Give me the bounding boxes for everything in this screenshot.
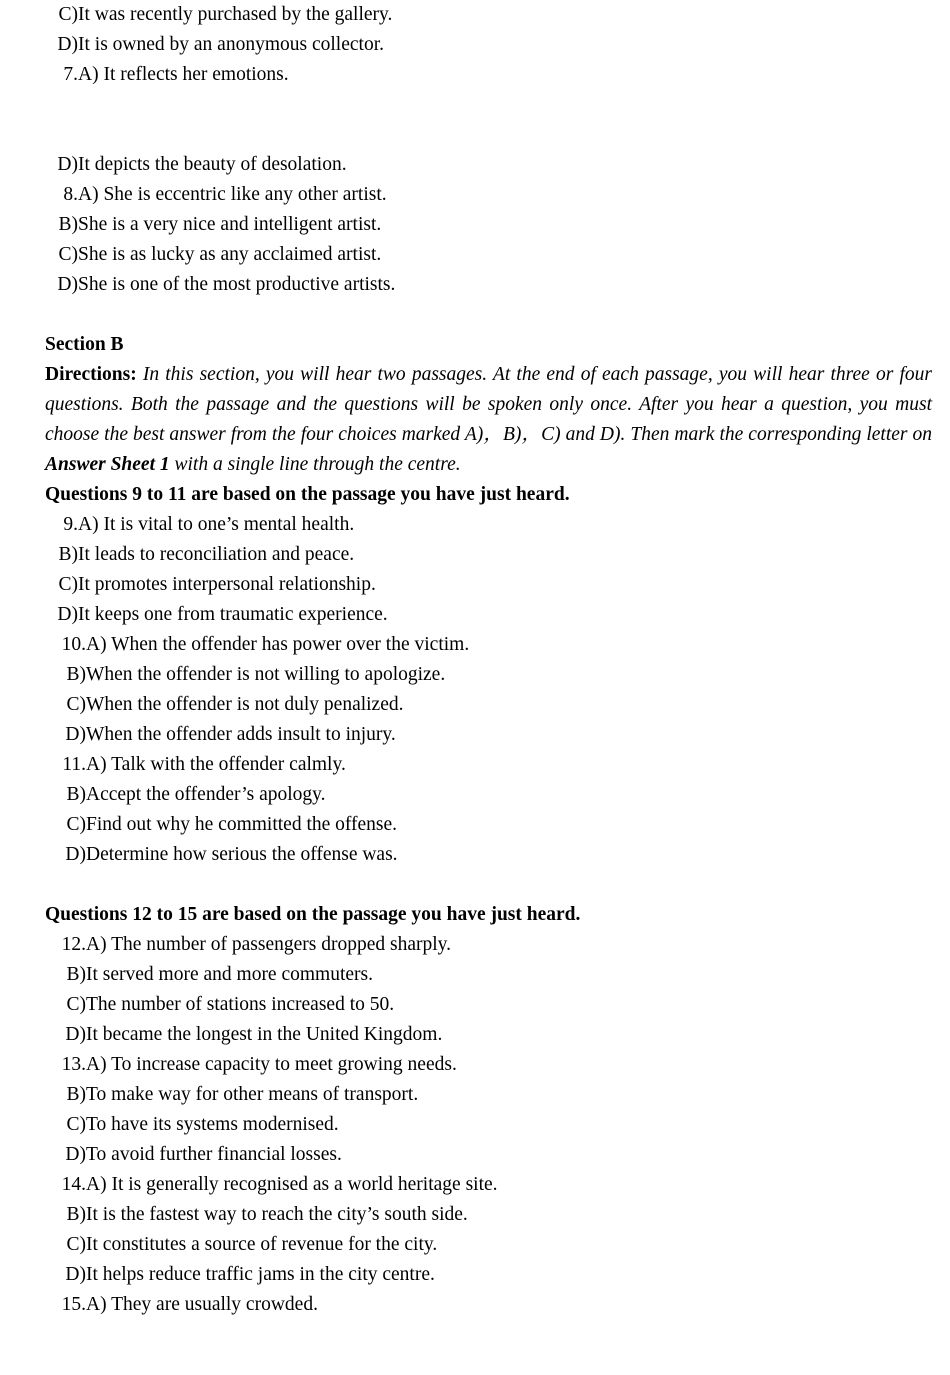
option-letter: B): [66, 1204, 86, 1225]
option-text: She is one of the most productive artists.: [78, 274, 396, 295]
question-13-row: [45, 1050, 932, 1080]
option-text: [86, 750, 346, 780]
question-number: 14.: [61, 1174, 86, 1195]
option-row: [45, 1110, 932, 1140]
option-letter: C): [58, 574, 78, 595]
option-letter: C): [66, 694, 86, 715]
option-row: [45, 660, 932, 690]
option-row: [45, 1080, 932, 1110]
option-letter: D): [65, 1264, 86, 1285]
option-letter: D): [65, 1144, 86, 1165]
option-row: [45, 1230, 932, 1260]
option-letter: A): [86, 1174, 107, 1195]
option-text: Determine how serious the offense was.: [86, 844, 398, 865]
option-text: [86, 1170, 498, 1200]
option-body: It is generally recognised as a world heritage site.: [111, 1174, 498, 1195]
option-row: [45, 30, 932, 60]
option-body: It is vital to one’s mental health.: [103, 514, 355, 535]
option-letter: A): [86, 934, 107, 955]
option-text: To avoid further financial losses.: [86, 1144, 342, 1165]
option-text: When the offender is not duly penalized.: [86, 694, 404, 715]
option-body: They are usually crowded.: [111, 1294, 318, 1315]
option-text: [86, 630, 469, 660]
option-text: [86, 1290, 318, 1320]
option-letter: D): [57, 34, 78, 55]
blank-option-line: [45, 90, 932, 120]
option-letter: B): [66, 784, 86, 805]
option-row: [45, 1020, 932, 1050]
question-9-row: [45, 510, 932, 540]
section-spacer: [45, 300, 932, 330]
option-row: [45, 210, 932, 240]
option-letter: D): [57, 604, 78, 625]
option-letter: D): [65, 724, 86, 745]
directions-paragraph: [45, 360, 932, 480]
question-8-row: [45, 180, 932, 210]
option-body: The number of passengers dropped sharply.: [111, 934, 451, 955]
question-number: 11.: [62, 754, 86, 775]
option-letter: A): [78, 64, 99, 85]
directions-text-part2: with a single line through the centre.: [169, 454, 461, 475]
option-row: [45, 570, 932, 600]
option-letter: D): [65, 1024, 86, 1045]
option-text: [86, 930, 451, 960]
directions-label: Directions:: [45, 364, 137, 385]
option-text: It depicts the beauty of desolation.: [78, 154, 347, 175]
option-text: [78, 60, 289, 90]
option-text: She is a very nice and intelligent artist.: [78, 214, 382, 235]
option-letter: A): [86, 1054, 107, 1075]
option-text: To have its systems modernised.: [86, 1114, 339, 1135]
passage-1-heading: Questions 9 to 11 are based on the passage you have just heard.: [45, 484, 570, 505]
option-letter: D): [57, 154, 78, 175]
option-row: [45, 600, 932, 630]
option-letter: B): [66, 964, 86, 985]
question-number: 12.: [61, 934, 86, 955]
question-15-row: [45, 1290, 932, 1320]
option-row: [45, 840, 932, 870]
question-12-row: [45, 930, 932, 960]
option-text: It constitutes a source of revenue for the city.: [86, 1234, 438, 1255]
option-row: [45, 540, 932, 570]
question-14-row: [45, 1170, 932, 1200]
option-text: She is as lucky as any acclaimed artist.: [78, 244, 382, 265]
option-text: [86, 1050, 457, 1080]
option-text: It is the fastest way to reach the city’s south side.: [86, 1204, 468, 1225]
option-body: Talk with the offender calmly.: [111, 754, 346, 775]
option-text: It served more and more commuters.: [86, 964, 373, 985]
question-number: 10.: [61, 634, 86, 655]
option-letter: D): [65, 844, 86, 865]
option-letter: C): [66, 1234, 86, 1255]
option-row: [45, 1140, 932, 1170]
option-letter: A): [86, 634, 107, 655]
option-text: It promotes interpersonal relationship.: [78, 574, 376, 595]
option-body: It reflects her emotions.: [103, 64, 289, 85]
option-row: [45, 690, 932, 720]
option-row: [45, 990, 932, 1020]
blank-option-line: [45, 120, 932, 150]
option-body: To increase capacity to meet growing needs.: [111, 1054, 457, 1075]
option-row: [45, 270, 932, 300]
question-11-row: [45, 750, 932, 780]
option-letter: C): [66, 814, 86, 835]
option-letter: C): [66, 1114, 86, 1135]
option-letter: B): [66, 1084, 86, 1105]
option-row: [45, 720, 932, 750]
option-row: [45, 240, 932, 270]
option-letter: A): [86, 754, 107, 775]
option-row: [45, 1260, 932, 1290]
question-10-row: [45, 630, 932, 660]
option-text: [78, 180, 387, 210]
section-b-title: Section B: [45, 334, 124, 355]
option-letter: A): [86, 1294, 107, 1315]
passage-2-heading: Questions 12 to 15 are based on the passage you have just heard.: [45, 904, 581, 925]
option-letter: C): [58, 4, 78, 25]
option-text: The number of stations increased to 50.: [86, 994, 395, 1015]
option-row: [45, 150, 932, 180]
option-letter: C): [66, 994, 86, 1015]
option-text: It is owned by an anonymous collector.: [78, 34, 384, 55]
passage-spacer: [45, 870, 932, 900]
directions-text-part1: In this section, you will hear two passages. At the end of each passage, you will hear three or four questions. Both the passage and the questions will be spoken only once. After you hear a question, you must choose the best answer from the four choices marked A)，B)，C) and D). Then mark the corresponding letter on: [45, 364, 932, 445]
option-text: [78, 510, 354, 540]
option-text: It leads to reconciliation and peace.: [78, 544, 355, 565]
option-text: When the offender is not willing to apologize.: [86, 664, 446, 685]
question-number: 9.: [63, 514, 78, 535]
option-row: [45, 960, 932, 990]
page-content: [45, 0, 932, 1320]
answer-sheet-reference: Answer Sheet 1: [45, 454, 170, 475]
option-letter: B): [66, 664, 86, 685]
option-body: When the offender has power over the victim.: [111, 634, 470, 655]
option-text: Find out why he committed the offense.: [86, 814, 398, 835]
option-letter: D): [57, 274, 78, 295]
option-text: It helps reduce traffic jams in the city centre.: [86, 1264, 435, 1285]
option-row: [45, 1200, 932, 1230]
option-text: It was recently purchased by the gallery.: [78, 4, 393, 25]
question-number: 7.: [63, 64, 78, 85]
option-row: [45, 810, 932, 840]
question-number: 13.: [61, 1054, 86, 1075]
option-letter: A): [78, 514, 99, 535]
option-text: It keeps one from traumatic experience.: [78, 604, 388, 625]
option-text: Accept the offender’s apology.: [86, 784, 326, 805]
option-letter: B): [58, 214, 78, 235]
option-letter: C): [58, 244, 78, 265]
question-number: 8.: [63, 184, 78, 205]
question-number: 15.: [61, 1294, 86, 1315]
option-text: To make way for other means of transport.: [86, 1084, 419, 1105]
option-body: She is eccentric like any other artist.: [103, 184, 387, 205]
option-letter: B): [58, 544, 78, 565]
option-row: [45, 780, 932, 810]
option-text: It became the longest in the United Kingdom.: [86, 1024, 443, 1045]
option-letter: A): [78, 184, 99, 205]
option-text: When the offender adds insult to injury.: [86, 724, 396, 745]
option-row: [45, 0, 932, 30]
question-7-row: [45, 60, 932, 90]
